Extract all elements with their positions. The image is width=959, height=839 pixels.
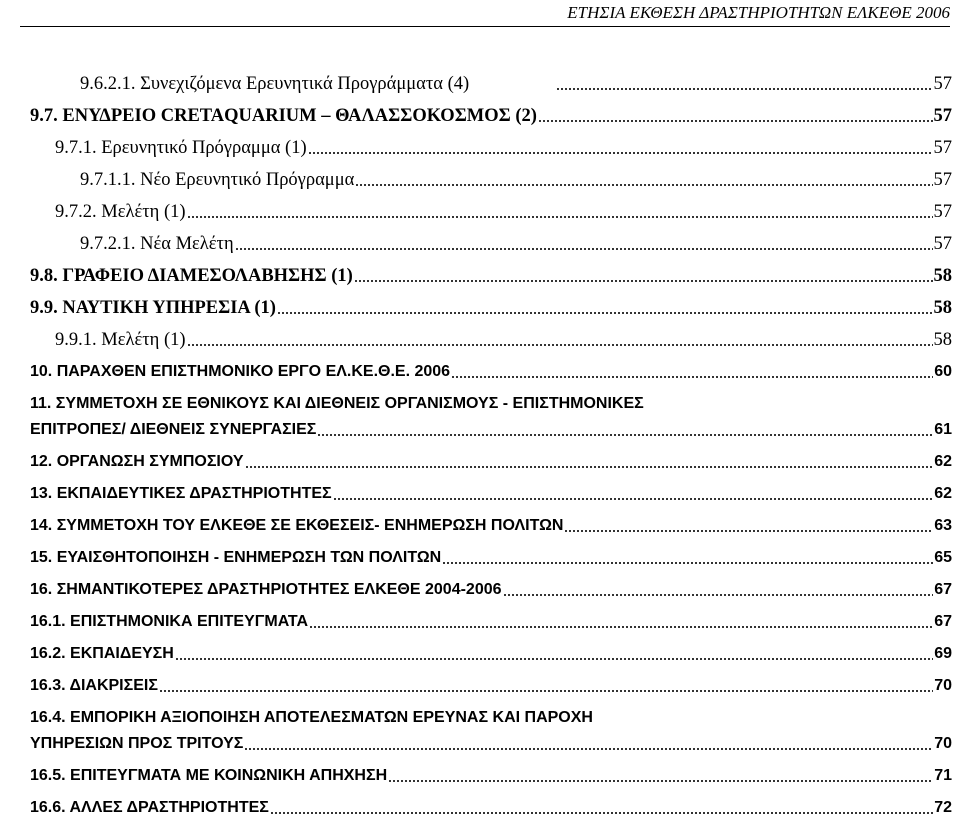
page-number: 57	[933, 138, 952, 158]
dot-leader	[354, 280, 933, 282]
toc-entry-15[interactable]: 15. ΕΥΑΙΣΘΗΤΟΠΟΙΗΣΗ - ΕΝΗΜΕΡΩΣΗ ΤΩΝ ΠΟΛΙΤΩΝ 65	[30, 546, 952, 570]
page-number: 67	[934, 613, 952, 630]
dot-leader	[175, 658, 933, 660]
page-number: 60	[934, 363, 952, 380]
dot-leader	[333, 498, 934, 500]
toc-entry-16-4[interactable]: ΥΠΗΡΕΣΙΩΝ ΠΡΟΣ ΤΡΙΤΟΥΣ 70	[30, 732, 952, 756]
toc-entry-14[interactable]: 14. ΣΥΜΜΕΤΟΧΗ ΤΟΥ ΕΛΚΕΘΕ ΣΕ ΕΚΘΕΣΕΙΣ- ΕΝΗΜΕΡΩΣΗ ΠΟΛΙΤΩΝ 63	[30, 514, 952, 538]
dot-leader	[270, 812, 933, 814]
page-number: 57	[933, 234, 952, 254]
dot-leader	[159, 690, 933, 692]
toc-entry-10[interactable]: 10. ΠΑΡΑΧΘΕΝ ΕΠΙΣΤΗΜΟΝΙΚΟ ΕΡΓΟ ΕΛ.ΚΕ.Θ.Ε. 2006 60	[30, 360, 952, 384]
running-header: ΕΤΗΣΙΑ ΕΚΘΕΣΗ ΔΡΑΣΤΗΡΙΟΤΗΤΩΝ ΕΛΚΕΘΕ 2006	[567, 3, 950, 22]
toc-entry-9-7-2-1[interactable]: 9.7.2.1. Νέα Μελέτη 57	[80, 234, 952, 254]
dot-leader	[564, 530, 933, 532]
toc-entry-9-7[interactable]: 9.7. ΕΝΥΔΡΕΙΟ CRETAQUARIUM – ΘΑΛΑΣΣΟΚΟΣΜΟΣ (2) 57	[30, 106, 952, 126]
toc-entry-9-7-2[interactable]: 9.7.2. Μελέτη (1) 57	[55, 202, 952, 222]
toc-entry-9-9[interactable]: 9.9. ΝΑΥΤΙΚΗ ΥΠΗΡΕΣΙΑ (1) 58	[30, 298, 952, 318]
page-number: 58	[933, 266, 952, 286]
toc-entry-16-6[interactable]: 16.6. ΑΛΛΕΣ ΔΡΑΣΤΗΡΙΟΤΗΤΕΣ 72	[30, 796, 952, 820]
toc-entry-9-7-1-1[interactable]: 9.7.1.1. Νέο Ερευνητικό Πρόγραμμα 57	[80, 170, 952, 190]
page-number: 57	[933, 202, 952, 222]
dot-leader	[244, 748, 933, 750]
page-number: 71	[934, 767, 952, 784]
dot-leader	[245, 466, 934, 468]
page-number: 65	[934, 549, 952, 566]
dot-leader	[538, 120, 933, 122]
page-number: 72	[934, 799, 952, 816]
toc-entry-16-4-line-1[interactable]: 16.4. ΕΜΠΟΡΙΚΗ ΑΞΙΟΠΟΙΗΣΗ ΑΠΟΤΕΛΕΣΜΑΤΩΝ ΕΡΕΥΝΑΣ ΚΑΙ ΠΑΡΟΧΗ	[30, 709, 593, 726]
toc-entry-16-2[interactable]: 16.2. ΕΚΠΑΙΔΕΥΣΗ 69	[30, 642, 952, 666]
toc-entry-16[interactable]: 16. ΣΗΜΑΝΤΙΚΟΤΕΡΕΣ ΔΡΑΣΤΗΡΙΟΤΗΤΕΣ ΕΛΚΕΘΕ 2004-2006 67	[30, 578, 952, 602]
toc-entry-11-line-1[interactable]: 11. ΣΥΜΜΕΤΟΧΗ ΣΕ ΕΘΝΙΚΟΥΣ ΚΑΙ ΔΙΕΘΝΕΙΣ ΟΡΓΑΝΙΣΜΟΥΣ - ΕΠΙΣΤΗΜΟΝΙΚΕΣ	[30, 395, 644, 412]
dot-leader	[277, 312, 933, 314]
page-number: 57	[933, 74, 952, 94]
page-number: 70	[934, 677, 952, 694]
toc-entry-9-7-1[interactable]: 9.7.1. Ερευνητικό Πρόγραμμα (1) 57	[55, 138, 952, 158]
dot-leader	[355, 184, 932, 186]
dot-leader	[556, 88, 933, 90]
page-number: 62	[934, 485, 952, 502]
page-number: 58	[933, 330, 952, 350]
dot-leader	[388, 780, 933, 782]
dot-leader	[503, 594, 934, 596]
toc-entry-16-1[interactable]: 16.1. ΕΠΙΣΤΗΜΟΝΙΚΑ ΕΠΙΤΕΥΓΜΑΤΑ 67	[30, 610, 952, 634]
page-number: 63	[934, 517, 952, 534]
toc-entry-9-8[interactable]: 9.8. ΓΡΑΦΕΙΟ ΔΙΑΜΕΣΟΛΑΒΗΣΗΣ (1) 58	[30, 266, 952, 286]
page-number: 70	[934, 735, 952, 752]
page-number: 61	[934, 421, 952, 438]
page-number: 69	[934, 645, 952, 662]
toc-entry-9-6-2-1[interactable]: 9.6.2.1. Συνεχιζόμενα Ερευνητικά Προγράμματα (4)	[80, 74, 470, 94]
toc-entry-16-5[interactable]: 16.5. ΕΠΙΤΕΥΓΜΑΤΑ ΜΕ ΚΟΙΝΩΝΙΚΗ ΑΠΗΧΗΣΗ 71	[30, 764, 952, 788]
toc-entry-11[interactable]: ΕΠΙΤΡΟΠΕΣ/ ΔΙΕΘΝΕΙΣ ΣΥΝΕΡΓΑΣΙΕΣ 61	[30, 418, 952, 442]
dot-leader	[235, 248, 933, 250]
page-number: 57	[933, 170, 952, 190]
dot-leader	[451, 376, 933, 378]
toc-entry-16-3[interactable]: 16.3. ΔΙΑΚΡΙΣΕΙΣ 70	[30, 674, 952, 698]
dot-leader	[308, 152, 933, 154]
toc-entry-9-9-1[interactable]: 9.9.1. Μελέτη (1) 58	[55, 330, 952, 350]
dot-leader	[309, 626, 933, 628]
toc-entry-12[interactable]: 12. ΟΡΓΑΝΩΣΗ ΣΥΜΠΟΣΙΟΥ 62	[30, 450, 952, 474]
page-number: 57	[933, 106, 952, 126]
header-rule	[20, 26, 950, 27]
toc-entry-13[interactable]: 13. ΕΚΠΑΙΔΕΥΤΙΚΕΣ ΔΡΑΣΤΗΡΙΟΤΗΤΕΣ 62	[30, 482, 952, 506]
toc-entry-9-6-2-1-page-row[interactable]	[555, 72, 952, 96]
page-number: 62	[934, 453, 952, 470]
dot-leader	[442, 562, 933, 564]
page-number: 58	[933, 298, 952, 318]
dot-leader	[187, 344, 933, 346]
dot-leader	[187, 216, 933, 218]
dot-leader	[317, 434, 933, 436]
page-number: 67	[934, 581, 952, 598]
